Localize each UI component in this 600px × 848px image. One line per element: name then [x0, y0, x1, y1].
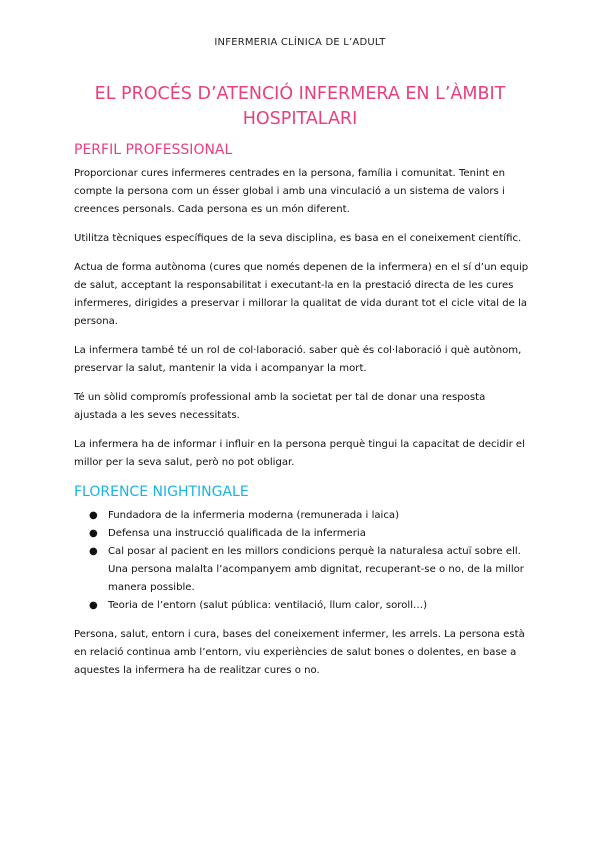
- bullet-icon: ●: [89, 510, 98, 521]
- paragraph: La infermera ha de informar i influir en la persona perquè tingui la capacitat de decidir el millor per la seva salut, però no pot obligar.: [74, 439, 525, 468]
- list-item-text: Teoria de l’entorn (salut pública: ventilació, llum calor, soroll…): [108, 600, 428, 611]
- list-item-text: Defensa una instrucció qualificada de la infermeria: [108, 528, 366, 539]
- list-item: [74, 507, 530, 525]
- bullet-icon: ●: [89, 546, 98, 557]
- paragraph: Utilitza tècniques específiques de la seva disciplina, es basa en el coneixement científic.: [74, 233, 522, 244]
- list-item-text: Fundadora de la infermeria moderna (remunerada i laica): [108, 510, 400, 521]
- list-item: [74, 525, 530, 543]
- page-title-line-1: EL PROCÉS D’ATENCIÓ INFERMERA EN L’ÀMBIT: [94, 83, 506, 104]
- document-body: [74, 141, 530, 691]
- paragraph: Té un sòlid compromís professional amb la societat per tal de donar una resposta ajustada a les seves necessitats.: [74, 392, 486, 421]
- paragraph: Actua de forma autònoma (cures que només depenen de la infermera) en el sí d’un equip de salut, acceptant la responsabilitat i executant-la en la prestació directa de les cures infermeres, dirigides a preservar i millorar la qualitat de vida durant tot el cicle vital de la persona.: [74, 262, 529, 327]
- section-heading-florence-nightingale: FLORENCE NIGHTINGALE: [74, 484, 249, 500]
- bullet-list: [74, 507, 530, 615]
- page-title-line-2: HOSPITALARI: [242, 108, 358, 129]
- paragraph: Proporcionar cures infermeres centrades en la persona, família i comunitat. Tenint en compte la persona com un ésser global i amb una vinculació a un sistema de valors i creences personals. Cada persona es un món diferent.: [74, 168, 505, 215]
- list-item: [74, 597, 530, 615]
- bullet-icon: ●: [89, 600, 98, 611]
- closing-paragraph: Persona, salut, entorn i cura, bases del coneixement infermer, les arrels. La persona està en relació continua amb l’entorn, viu experiències de salut bones o dolentes, en base a aquestes la infermera ha de realitzar cures o no.: [74, 629, 525, 676]
- section-heading-perfil-professional: PERFIL PROFESSIONAL: [74, 142, 233, 158]
- running-header: INFERMERIA CLÍNICA DE L’ADULT: [214, 37, 386, 48]
- page-title: [60, 82, 540, 132]
- list-item: [74, 543, 530, 597]
- bullet-icon: ●: [89, 528, 98, 539]
- list-item-text: Cal posar al pacient en les millors condicions perquè la naturalesa actuï sobre ell. Una persona malalta l’acompanyem amb dignitat, recuperant-se o no, de la millor manera possible.: [108, 546, 524, 593]
- paragraph: La infermera també té un rol de col·laboració. saber què és col·laboració i què autònom, preservar la salut, mantenir la vida i acompanyar la mort.: [74, 345, 522, 374]
